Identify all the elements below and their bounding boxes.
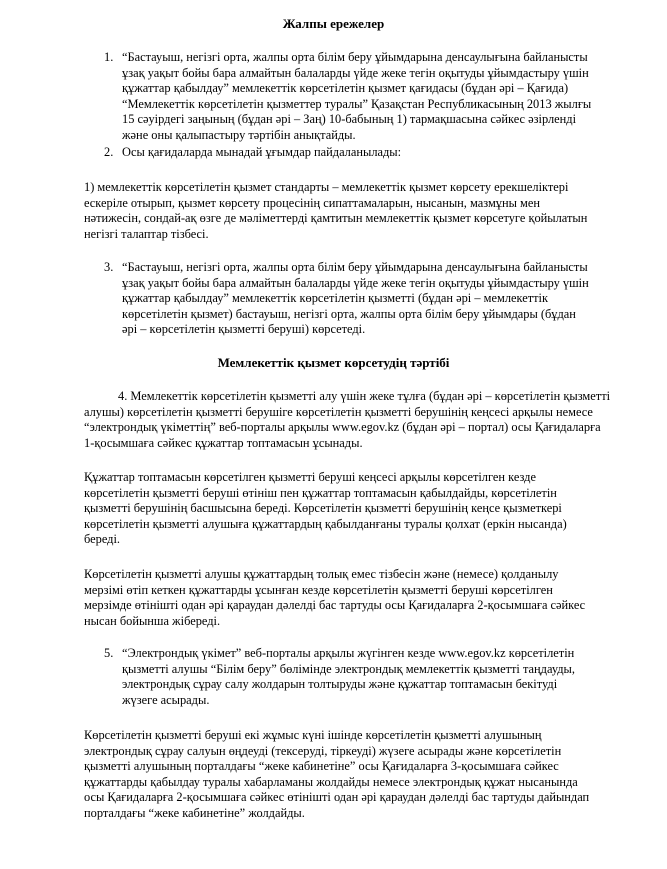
paragraph-5-processing: Көрсетілетін қызметті беруші екі жұмыс күні ішінде көрсетілетін қызметті алушының электрондық сұрау салуын өңдеуді (тексеруді, тіркеуді) жүзеге асырады және көрсетілетін қызметті алушының порталдағы “жеке кабинетіне” осы Қағидаларға 3-қосымшаға сәйкес құжаттарды қабылдау туралы хабарламаны жолдайды немесе электрондық құжат нысанында осы Қағидаларға 2-қосымшаға сәйкес өтінішті одан әрі қараудан дәлелді бас тартуды дайындап порталдағы “жеке кабинетіне” жолдайды. (84, 728, 590, 820)
item-number-5: 5. (104, 646, 114, 660)
item-number-1: 1. (104, 50, 114, 64)
item-number-2: 2. (104, 145, 114, 159)
paragraph-3: “Бастауыш, негізгі орта, жалпы орта білім беру ұйымдарына денсаулығына байланысты ұзақ уақыт бойы бара алмайтын балаларды үйде жеке тегін оқытуды ұйымдастыру үшін құжаттар қабылдау” мемлекеттік көрсетілетін қызметті (бұдан әрі – мемлекеттік көрсетілетін қызмет) бастауыш, негізгі орта, жалпы орта білім беру ұйымдары (бұдан әрі – көрсетілетін қызметті беруші) көрсетеді. (122, 260, 589, 337)
section-heading-general: Жалпы ережелер (282, 16, 385, 31)
paragraph-1: “Бастауыш, негізгі орта, жалпы орта білім беру ұйымдарына денсаулығына байланысты ұзақ уақыт бойы бара алмайтын балаларды үйде жеке тегін оқытуды ұйымдастыру үшін құжаттар қабылдау” мемлекеттік көрсетілетін қызмет қағидасы (бұдан әрі – Қағида) “Мемлекеттік көрсетілетін қызметтер туралы” Қазақстан Республикасының 2013 жылғы 15 сәуірдегі заңының (бұдан әрі – Заң) 10-бабының 1) тармақшасына сәйкес әзірленді және оны қалыпастыру тәртібін анықтайды. (122, 50, 592, 142)
paragraph-4-refusal: Көрсетілетін қызметті алушы құжаттардың толық емес тізбесін және (немесе) қолданылу мерзімі өтіп кеткен құжаттарды ұсынған кезде көрсетілетін қызметті беруші көрсетілген мерзімде өтінішті одан әрі қараудан дәлелді бас тартуды осы Қағидаларға 2-қосымшаға сәйкес нысан бойынша жібереді. (84, 567, 586, 628)
section-heading-procedure: Мемлекеттік қызмет көрсетудің тәртібі (217, 355, 450, 370)
paragraph-4-reception: Құжаттар топтамасын көрсетілген қызметті беруші кеңсесі арқылы көрсетілген кезде көрсетілетін қызметті беруші өтініш пен құжаттар топтамасын қабылдайды, көрсетілетін қызметті берушінің басшысына береді. Көрсетілетін қызметті берушінің кеңсе қызметкері көрсетілетін қызметті алушыға құжаттардың қабылданғаны туралы қолхат (еркін нысанда) береді. (84, 470, 567, 547)
paragraph-5: “Электрондық үкімет” веб-порталы арқылы жүгінген кезде www.egov.kz көрсетілетін қызметті алушы “Білім беру” бөлімінде электрондық мемлекеттік қызметті таңдауды, электрондық сұрау салу жолдарын толтыруды және құжаттар топтамасын бекітуді жүзеге асырады. (122, 646, 575, 707)
paragraph-2: Осы қағидаларда мынадай ұғымдар пайдаланылады: (122, 145, 402, 159)
item-number-3: 3. (104, 260, 114, 274)
paragraph-4: 4. Мемлекеттік көрсетілетін қызметті алу үшін жеке тұлға (бұдан әрі – көрсетілетін қызметті алушы) көрсетілетін қызметті берушіге көрсетілетін қызметті берушінің кеңсесі арқылы немесе “электрондық үкіметтің” веб-порталы арқылы www.egov.kz (бұдан әрі – портал) осы Қағидаларға 1-қосымшаға сәйкес құжаттар топтамасын ұсынады. (84, 389, 611, 450)
paragraph-2-definition: 1) мемлекеттік көрсетілетін қызмет стандарты – мемлекеттік қызмет көрсету ерекшеліктері ескеріле отырып, қызмет көрсету процесінің сипаттамаларын, нысанын, мазмұны мен нәтижесін, сондай-ақ өзге де мәліметтерді қамтитын мемлекеттік қызмет көрсетуге қойылатын негізгі талаптар тізбесі. (84, 180, 588, 241)
